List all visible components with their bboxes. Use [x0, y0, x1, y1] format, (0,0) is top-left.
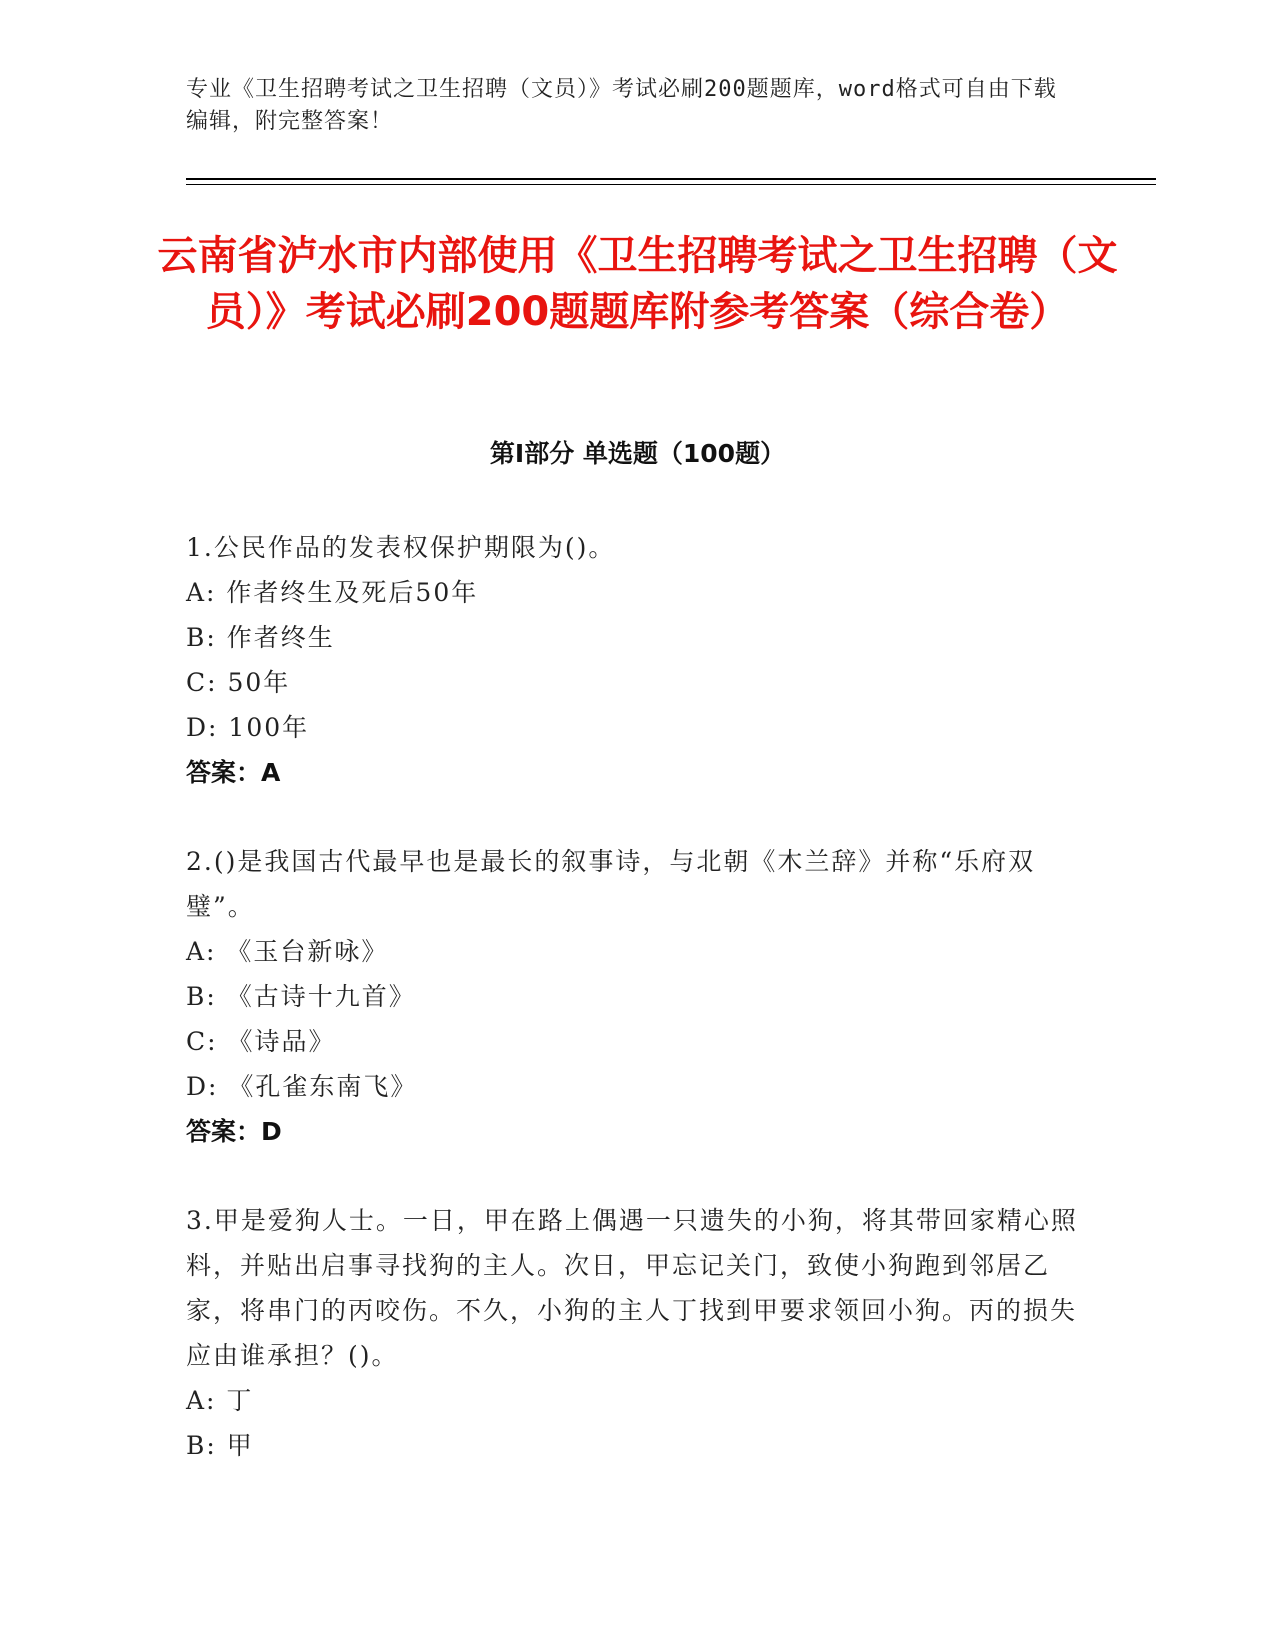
- option-a: A: 作者终生及死后50年: [186, 578, 479, 607]
- section-title: 第Ⅰ部分 单选题（100题）: [489, 439, 786, 468]
- option-a: A: 丁: [186, 1386, 254, 1415]
- question-3: [186, 1198, 1086, 1468]
- option-a: A: 《玉台新咏》: [186, 937, 389, 966]
- option-d: D: 100年: [186, 713, 310, 742]
- option-d: D: 《孔雀东南飞》: [186, 1072, 418, 1101]
- document-title: 云南省泸水市内部使用《卫生招聘考试之卫生招聘（文员）》考试必刷200题题库附参考答案（综合卷）: [157, 233, 1118, 335]
- answer: 答案：A: [186, 758, 281, 787]
- header-note: 专业《卫生招聘考试之卫生招聘（文员）》考试必刷200题题库，word格式可自由下载编辑，附完整答案！: [186, 77, 1057, 134]
- question-2: [186, 839, 1086, 1154]
- question-stem: 2.()是我国古代最早也是最长的叙事诗，与北朝《木兰辞》并称“乐府双璧”。: [186, 847, 1036, 921]
- question-1: [186, 525, 1086, 795]
- question-stem: 3.甲是爱狗人士。一日，甲在路上偶遇一只遗失的小狗，将其带回家精心照料，并贴出启事寻找狗的主人。次日，甲忘记关门，致使小狗跑到邻居乙家，将串门的丙咬伤。不久，小狗的主人丁找到甲要求领回小狗。丙的损失应由谁承担？()。: [186, 1206, 1078, 1370]
- question-list: [186, 525, 1086, 1512]
- option-b: B: 《古诗十九首》: [186, 982, 416, 1011]
- option-b: B: 甲: [186, 1431, 254, 1460]
- header-rule-thick: [186, 178, 1156, 180]
- option-c: C: 《诗品》: [186, 1027, 336, 1056]
- option-c: C: 50年: [186, 668, 291, 697]
- question-stem: 1.公民作品的发表权保护期限为()。: [186, 533, 616, 562]
- option-b: B: 作者终生: [186, 623, 335, 652]
- header-rule-thin: [186, 184, 1156, 185]
- answer: 答案：D: [186, 1117, 282, 1146]
